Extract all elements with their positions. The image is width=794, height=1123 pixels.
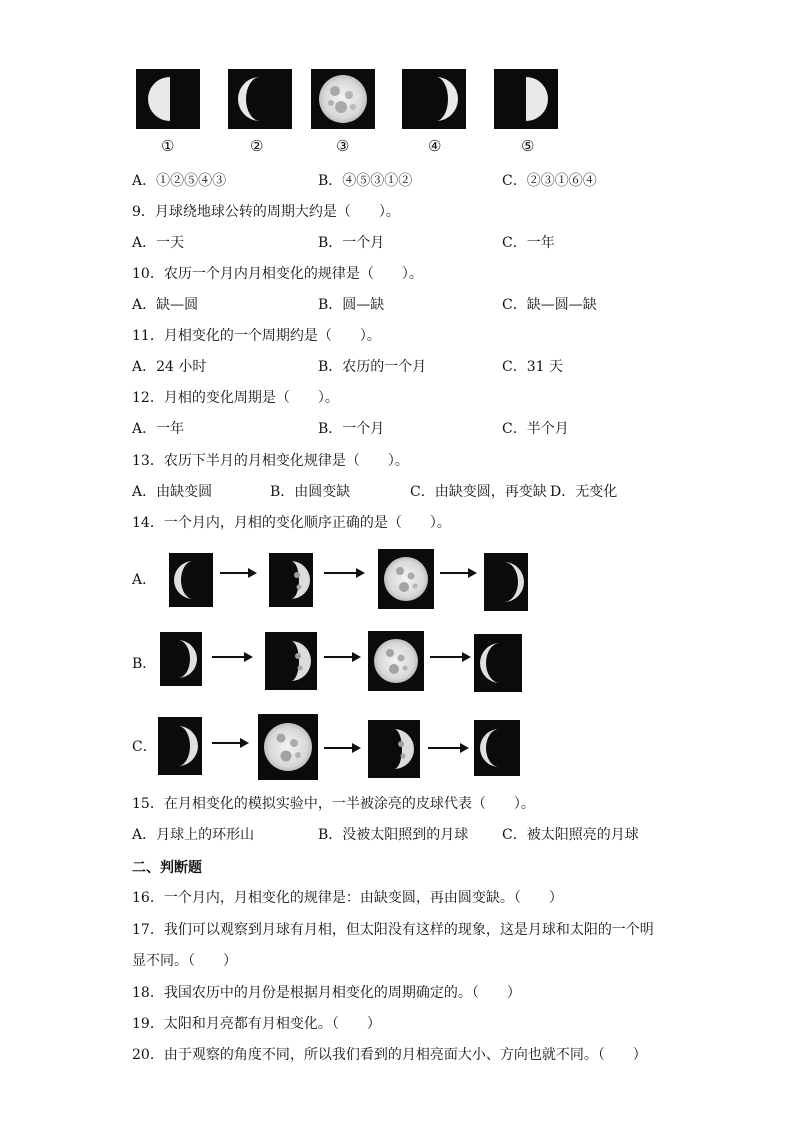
moon-label-4: ④ [428,137,442,155]
q19-text: 19．太阳和月亮都有月相变化。（ ） [132,1016,381,1032]
q15-option-a: A．月球上的环形山 [132,827,255,843]
q14-c-arrow-2 [322,741,362,755]
q14-text: 14．一个月内，月相的变化顺序正确的是（ ）。 [132,515,451,531]
q14-b-moon-1 [160,632,202,686]
q14-row-label-c: C． [132,739,157,755]
q14-b-arrow-2 [322,650,362,664]
moon-label-3: ③ [336,137,350,155]
q13-option-b: B．由圆变缺 [270,484,351,500]
q14-b-moon-2 [265,632,317,690]
q13-option-a: A．由缺变圆 [132,484,213,500]
q8-option-a: A．①②⑤④③ [132,173,227,189]
q14-a-moon-4 [484,553,528,611]
q8-option-c: C．②③①⑥④ [502,173,597,189]
q12-text: 12．月相的变化周期是（ ）。 [132,390,339,406]
q12-option-a: A．一年 [132,421,185,437]
q14-row-label-a: A． [132,572,157,588]
q9-option-c: C．一年 [502,235,555,251]
q14-a-moon-2 [269,553,313,607]
q14-b-arrow-1 [210,650,254,664]
q9-option-a: A．一天 [132,235,185,251]
q15-text: 15．在月相变化的模拟实验中，一半被涂亮的皮球代表（ ）。 [132,796,535,812]
q14-row-label-b: B． [132,656,157,672]
q14-a-arrow-2 [322,566,366,580]
q14-a-arrow-3 [438,566,478,580]
moon-label-1: ① [161,137,175,155]
q11-text: 11．月相变化的一个周期约是（ ）。 [132,328,381,344]
q10-option-c: C．缺—圆—缺 [502,297,597,313]
q14-c-moon-3 [368,720,420,778]
q14-c-moon-4 [474,720,520,776]
q10-text: 10．农历一个月内月相变化的规律是（ ）。 [132,266,423,282]
moon-label-5: ⑤ [521,137,535,155]
q17-text: 17．我们可以观察到月球有月相，但太阳没有这样的现象，这是月球和太阳的一个明 [132,922,654,938]
q14-c-arrow-3 [426,741,470,755]
q13-option-d: D．无变化 [550,484,618,500]
q14-a-arrow-1 [218,566,258,580]
q14-c-arrow-1 [210,736,250,750]
q14-c-moon-2 [258,714,318,780]
q17-text-cont: 显不同。（ ） [132,953,237,969]
q13-option-c: C．由缺变圆，再变缺 [410,484,547,500]
q11-option-b: B．农历的一个月 [318,359,427,375]
q14-b-moon-4 [474,634,522,692]
q20-text: 20．由于观察的角度不同，所以我们看到的月相亮面大小、方向也就不同。（ ） [132,1047,647,1063]
moon-image-3 [311,69,375,129]
q14-c-moon-1 [158,717,202,775]
moon-label-2: ② [250,137,264,155]
section-2-title: 二、判断题 [132,860,202,876]
q15-option-c: C．被太阳照亮的月球 [502,827,639,843]
moon-image-1 [136,69,200,129]
moon-image-4 [402,69,466,129]
q14-a-moon-1 [169,553,213,607]
q9-text: 9．月球绕地球公转的周期大约是（ ）。 [132,204,400,220]
q16-text: 16．一个月内，月相变化的规律是：由缺变圆，再由圆变缺。（ ） [132,890,563,906]
q13-text: 13．农历下半月的月相变化规律是（ ）。 [132,453,409,469]
q18-text: 18．我国农历中的月份是根据月相变化的周期确定的。（ ） [132,985,521,1001]
q10-option-b: B．圆—缺 [318,297,385,313]
q9-option-b: B．一个月 [318,235,385,251]
q15-option-b: B．没被太阳照到的月球 [318,827,469,843]
q8-option-b: B．④⑤③①② [318,173,413,189]
q11-option-c: C．31 天 [502,359,563,375]
q11-option-a: A．24 小时 [132,359,207,375]
q10-option-a: A．缺—圆 [132,297,199,313]
q12-option-c: C．半个月 [502,421,569,437]
q12-option-b: B．一个月 [318,421,385,437]
q14-b-moon-3 [368,631,424,691]
q14-b-arrow-3 [428,650,472,664]
moon-image-2 [228,69,292,129]
moon-image-5 [494,69,558,129]
q14-a-moon-3 [378,549,434,609]
